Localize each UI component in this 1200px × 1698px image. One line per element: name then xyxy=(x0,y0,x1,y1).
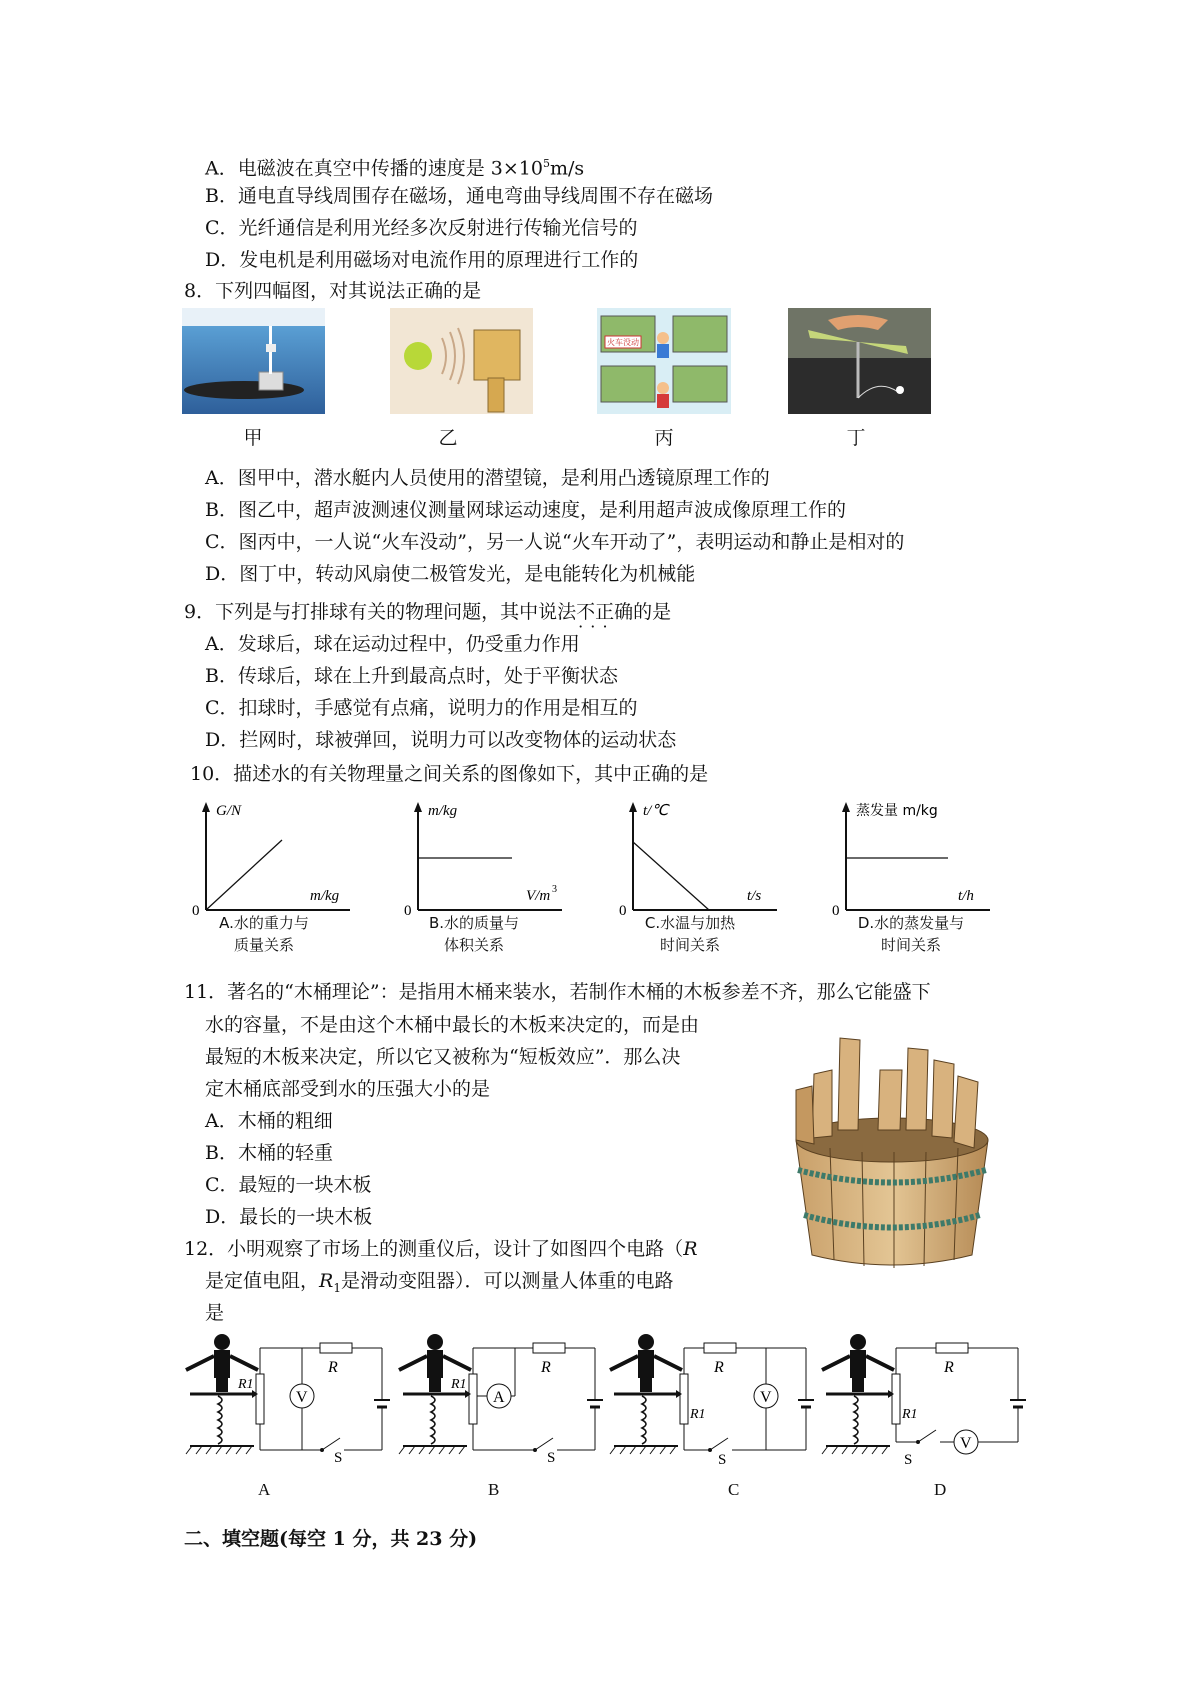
q9-emphasis: 不正确 · · · xyxy=(576,601,633,623)
svg-text:R1: R1 xyxy=(451,1377,467,1392)
q8-option-b: B．图乙中，超声波测速仪测量网球运动速度，是利用超声波成像原理工作的 xyxy=(205,499,846,521)
svg-text:蒸发量 m/kg: 蒸发量 m/kg xyxy=(856,803,938,819)
svg-text:t/℃: t/℃ xyxy=(643,803,669,819)
q7-option-a: A．电磁波在真空中传播的速度是 $3\times 10^5m/s$ xyxy=(205,157,585,180)
q7-option-b: B．通电直导线周围存在磁场，通电弯曲导线周围不存在磁场 xyxy=(205,185,713,207)
graph-d-evaporation-time xyxy=(830,800,1010,920)
caption-yi: 乙 xyxy=(438,427,458,449)
circuit-b-label: B xyxy=(488,1480,500,1499)
svg-text:A: A xyxy=(493,1389,505,1406)
q7-option-c: C．光纤通信是利用光经多次反射进行传输光信号的 xyxy=(205,217,638,239)
circuit-c-label: C xyxy=(728,1480,740,1499)
q12-line1: 12．小明观察了市场上的测重仪后，设计了如图四个电路（R xyxy=(184,1238,698,1260)
svg-text:R: R xyxy=(541,1359,551,1376)
q7-option-d: D．发电机是利用磁场对电流作用的原理进行工作的 xyxy=(205,249,639,271)
svg-text:S: S xyxy=(904,1452,913,1468)
graph-a-gravity-mass xyxy=(190,800,360,920)
svg-text:m/kg: m/kg xyxy=(310,888,340,904)
circuit-d xyxy=(818,1330,1033,1470)
q9-option-a: A．发球后，球在运动过程中，仍受重力作用 xyxy=(205,633,580,655)
svg-text:火车没动: 火车没动 xyxy=(607,338,639,347)
svg-text:m/kg: m/kg xyxy=(428,803,458,819)
caption-ding: 丁 xyxy=(846,427,866,449)
svg-text:V: V xyxy=(760,1389,772,1406)
q11-option-d: D．最长的一块木板 xyxy=(205,1206,373,1228)
q9-option-d: D．拦网时，球被弹回，说明力可以改变物体的运动状态 xyxy=(205,729,677,751)
q8-option-a: A．图甲中，潜水艇内人员使用的潜望镜，是利用凸透镜原理工作的 xyxy=(205,467,770,489)
circuit-a-label: A xyxy=(258,1480,271,1499)
q8-stem: 8．下列四幅图，对其说法正确的是 xyxy=(184,280,482,302)
graph-d-caption: D.水的蒸发量与 时间关系 xyxy=(857,914,965,954)
q11-option-c: C．最短的一块木板 xyxy=(205,1174,372,1196)
q9-stem: 9．下列是与打排球有关的物理问题，其中说法不正确 · · ·的是 xyxy=(184,600,671,624)
svg-text:R: R xyxy=(944,1359,954,1376)
q8-option-c: C．图丙中，一人说“火车没动”，另一人说“火车开动了”，表明运动和静止是相对的 xyxy=(205,531,905,553)
fan-led-image xyxy=(788,308,931,414)
svg-text:0: 0 xyxy=(192,903,200,919)
svg-text:t/s: t/s xyxy=(747,888,762,904)
svg-text:t/h: t/h xyxy=(958,888,974,904)
q11-option-a: A．木桶的粗细 xyxy=(205,1110,333,1132)
svg-text:S: S xyxy=(547,1450,556,1466)
q12-line3: 是 xyxy=(205,1302,225,1324)
q11-line2: 水的容量，不是由这个木桶中最长的木板来决定的，而是由 xyxy=(205,1014,700,1036)
svg-text:R1: R1 xyxy=(690,1407,706,1422)
svg-text:V/m: V/m xyxy=(526,888,551,904)
q12-line2: 是定值电阻，$R_1$是滑动变阻器）．可以测量人体重的电路 xyxy=(205,1270,674,1295)
svg-text:0: 0 xyxy=(619,903,627,919)
circuit-d-label: D xyxy=(934,1480,947,1499)
graph-c-caption: C.水温与加热 时间关系 xyxy=(644,914,736,954)
submarine-periscope-image xyxy=(182,308,325,414)
svg-text:R: R xyxy=(714,1359,724,1376)
svg-text:0: 0 xyxy=(832,903,840,919)
graph-b-caption: B.水的质量与 体积关系 xyxy=(428,914,520,954)
svg-text:R: R xyxy=(328,1359,338,1376)
train-relative-motion-image xyxy=(597,308,731,414)
q11-line1: 11．著名的“木桶理论”：是指用木桶来装水，若制作木桶的木板参差不齐，那么它能盛下 xyxy=(184,981,931,1003)
svg-text:S: S xyxy=(334,1450,343,1466)
circuit-a xyxy=(182,1330,397,1470)
graph-b-mass-volume xyxy=(402,800,572,920)
svg-text:0: 0 xyxy=(404,903,412,919)
svg-text:R1: R1 xyxy=(902,1407,918,1422)
q11-line3: 最短的木板来决定，所以它又被称为“短板效应”．那么决 xyxy=(205,1046,681,1068)
caption-bing: 丙 xyxy=(654,427,674,449)
svg-text:G/N: G/N xyxy=(216,803,242,819)
graph-a-caption: A.水的重力与 质量关系 xyxy=(219,914,309,954)
q9-option-b: B．传球后，球在上升到最高点时，处于平衡状态 xyxy=(205,665,618,687)
ultrasonic-speed-gun-image xyxy=(390,308,533,414)
q8-option-d: D．图丁中，转动风扇使二极管发光，是电能转化为机械能 xyxy=(205,563,696,585)
graph-c-temperature-time xyxy=(617,800,787,920)
q9-option-c: C．扣球时，手感觉有点痛，说明力的作用是相互的 xyxy=(205,697,638,719)
circuit-c xyxy=(606,1330,821,1470)
svg-text:V: V xyxy=(296,1389,308,1406)
wooden-bucket-image xyxy=(782,1030,1002,1270)
q11-option-b: B．木桶的轻重 xyxy=(205,1142,333,1164)
svg-text:S: S xyxy=(718,1452,727,1468)
q10-stem: 10．描述水的有关物理量之间关系的图像如下，其中正确的是 xyxy=(190,763,709,785)
circuit-b xyxy=(395,1330,610,1470)
caption-jia: 甲 xyxy=(243,427,263,449)
svg-text:V: V xyxy=(960,1435,972,1452)
section-2-heading: 二、填空题(每空 1 分，共 23 分) xyxy=(184,1528,478,1550)
q11-line4: 定木桶底部受到水的压强大小的是 xyxy=(205,1078,491,1100)
svg-text:R1: R1 xyxy=(238,1377,254,1392)
svg-text:3: 3 xyxy=(552,884,557,895)
